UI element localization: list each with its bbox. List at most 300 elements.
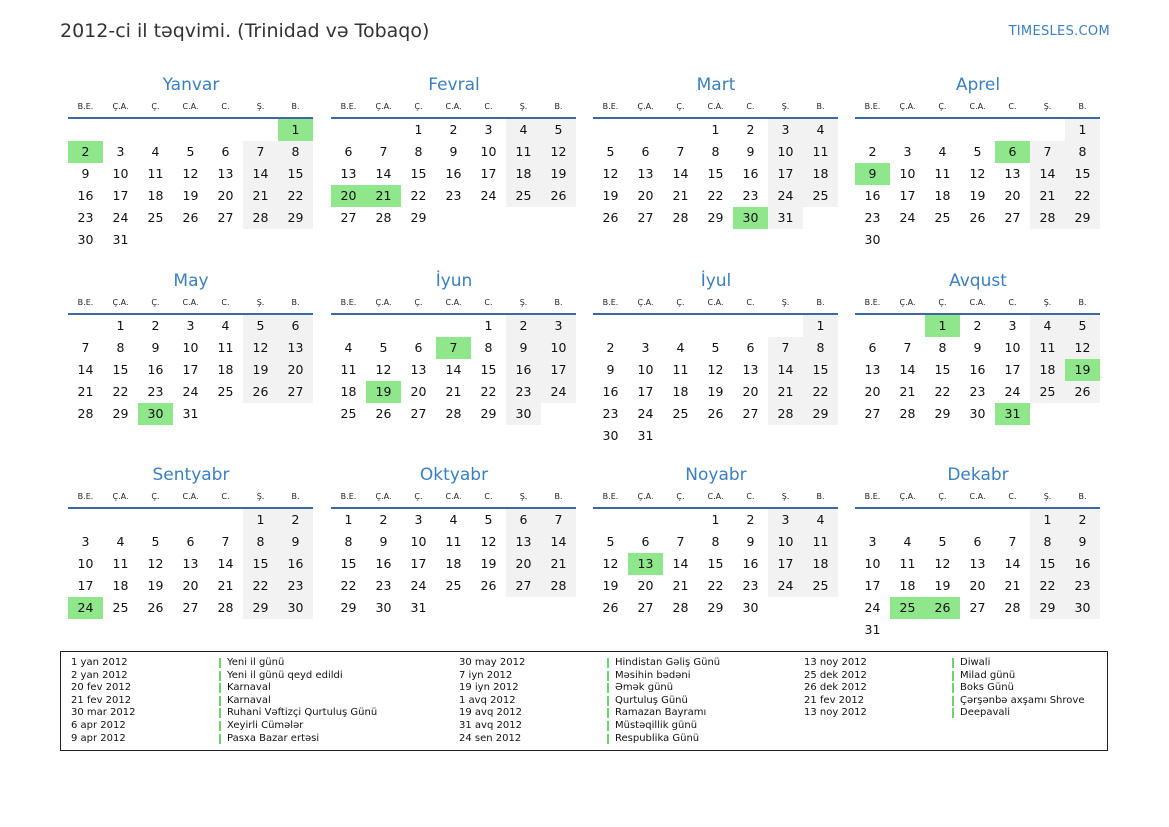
legend-marker	[952, 696, 954, 706]
calendar-day: 7	[221, 534, 230, 549]
legend-date: 21 fev 2012	[804, 694, 865, 706]
calendar-day: 23	[969, 384, 986, 399]
weekday-header: C.	[471, 293, 506, 315]
calendar-day: 18	[445, 556, 462, 571]
weekday-header: Ç.	[401, 97, 436, 119]
legend-row	[71, 695, 377, 708]
calendar-day: 14	[1030, 163, 1065, 185]
weekday-header: Ç.A.	[366, 97, 401, 119]
calendar-day: 17	[410, 556, 427, 571]
weekday-header: B.E.	[68, 293, 103, 315]
calendar-day: 28	[541, 575, 576, 597]
calendar-day: 18	[803, 553, 838, 575]
calendar-day: 30	[602, 428, 619, 443]
calendar-day: 19	[707, 384, 724, 399]
legend-holiday-name: Müstəqillik günü	[615, 719, 698, 731]
empty-cell	[331, 119, 366, 141]
empty-cell	[436, 315, 471, 337]
legend-holiday-name: Çərşənbə axşamı Shrove	[960, 694, 1085, 706]
calendar-day: 28	[899, 406, 916, 421]
calendar-day: 27	[637, 210, 654, 225]
weekday-header: Ş.	[1030, 487, 1065, 509]
calendar-day: 6	[221, 144, 230, 159]
calendar-day: 15	[934, 362, 951, 377]
calendar-day: 3	[81, 534, 90, 549]
calendar-day: 21	[541, 553, 576, 575]
calendar-day: 14	[541, 531, 576, 553]
calendar-day: 22	[278, 185, 313, 207]
month-name: İyun	[435, 271, 473, 291]
empty-cell	[68, 509, 103, 531]
calendar-day: 29	[243, 597, 278, 619]
calendar-day: 12	[480, 534, 497, 549]
calendar-day: 29	[1065, 207, 1100, 229]
calendar-day: 4	[151, 144, 160, 159]
calendar-day: 10	[768, 531, 803, 553]
weekday-header: B.E.	[593, 487, 628, 509]
calendar-day: 5	[711, 340, 720, 355]
weekday-header: C.	[995, 293, 1030, 315]
legend-row	[459, 707, 720, 720]
month-days-grid	[593, 487, 839, 619]
weekday-header: C.A.	[698, 293, 733, 315]
month-11	[593, 463, 839, 619]
calendar-day: 18	[217, 362, 234, 377]
calendar-day: 22	[707, 188, 724, 203]
legend-holiday-name: Hindistan Gəliş Günü	[615, 657, 721, 668]
page-title: 2012-ci il təqvimi. (Trinidad və Tobaqo)	[60, 20, 430, 42]
calendar-day: 20	[217, 188, 234, 203]
calendar-day: 3	[541, 315, 576, 337]
calendar-day: 1	[116, 318, 125, 333]
holiday-day: 26	[925, 597, 960, 619]
calendar-day: 24	[637, 406, 654, 421]
calendar-day: 25	[803, 575, 838, 597]
weekday-header: C.	[471, 97, 506, 119]
calendar-day: 17	[112, 188, 129, 203]
calendar-day: 5	[151, 534, 160, 549]
legend-row	[459, 682, 720, 695]
month-days-grid	[855, 293, 1101, 425]
calendar-day: 16	[375, 556, 392, 571]
calendar-day: 11	[1030, 337, 1065, 359]
calendar-day: 25	[445, 578, 462, 593]
calendar-day: 13	[1004, 166, 1021, 181]
calendar-day: 25	[147, 210, 164, 225]
calendar-day: 27	[1004, 210, 1021, 225]
month-6	[331, 269, 577, 425]
calendar-day: 17	[1004, 362, 1021, 377]
calendar-day: 1	[344, 512, 353, 527]
calendar-day: 18	[672, 384, 689, 399]
calendar-day: 15	[112, 362, 129, 377]
calendar-day: 8	[484, 340, 493, 355]
calendar-day: 19	[969, 188, 986, 203]
calendar-day: 3	[484, 122, 493, 137]
calendar-day: 27	[340, 210, 357, 225]
weekday-header: Ş.	[506, 97, 541, 119]
calendar-day: 8	[116, 340, 125, 355]
calendar-day: 17	[480, 166, 497, 181]
holiday-day: 25	[890, 597, 925, 619]
calendar-day: 24	[768, 185, 803, 207]
calendar-day: 6	[973, 534, 982, 549]
legend-row	[71, 707, 377, 720]
calendar-day: 10	[768, 141, 803, 163]
calendar-day: 3	[1008, 318, 1017, 333]
calendar-day: 6	[868, 340, 877, 355]
calendar-day: 5	[379, 340, 388, 355]
weekday-header: B.	[1065, 487, 1100, 509]
calendar-day: 22	[480, 384, 497, 399]
calendar-day: 3	[868, 534, 877, 549]
legend-date: 31 avq 2012	[459, 719, 522, 731]
calendar-day: 28	[1004, 600, 1021, 615]
weekday-header: Ç.	[663, 293, 698, 315]
weekday-header: C.	[208, 97, 243, 119]
calendar-day: 19	[602, 188, 619, 203]
calendar-day: 6	[414, 340, 423, 355]
calendar-day: 1	[1065, 119, 1100, 141]
calendar-day: 17	[899, 188, 916, 203]
legend-row	[804, 707, 1084, 720]
calendar-day: 11	[899, 556, 916, 571]
legend-marker	[219, 658, 221, 668]
calendar-day: 10	[1004, 340, 1021, 355]
calendar-day: 11	[147, 166, 164, 181]
weekday-header: C.A.	[436, 293, 471, 315]
empty-cell	[68, 315, 103, 337]
calendar-day: 27	[864, 406, 881, 421]
calendar-day: 6	[641, 144, 650, 159]
holiday-day: 20	[331, 185, 366, 207]
calendar-day: 6	[278, 315, 313, 337]
calendar-day: 5	[541, 119, 576, 141]
calendar-day: 29	[803, 403, 838, 425]
month-12	[855, 463, 1101, 641]
month-name: May	[173, 271, 209, 291]
calendar-day: 20	[637, 188, 654, 203]
calendar-day: 8	[1030, 531, 1065, 553]
calendar-day: 18	[147, 188, 164, 203]
legend-marker	[952, 671, 954, 681]
weekday-header: B.	[803, 97, 838, 119]
weekday-header: B.	[1065, 293, 1100, 315]
calendar-day: 2	[379, 512, 388, 527]
calendar-day: 4	[449, 512, 458, 527]
calendar-day: 19	[541, 163, 576, 185]
legend-holiday-name: Deepavali	[960, 707, 1011, 719]
holiday-day: 30	[138, 403, 173, 425]
calendar-day: 17	[864, 578, 881, 593]
month-days-grid	[593, 97, 839, 229]
empty-cell	[173, 119, 208, 141]
empty-cell	[208, 509, 243, 531]
calendar-day: 12	[602, 166, 619, 181]
calendar-day: 15	[1065, 163, 1100, 185]
empty-cell	[103, 119, 138, 141]
holiday-day: 30	[733, 207, 768, 229]
calendar-day: 7	[676, 534, 685, 549]
weekday-header: C.	[208, 293, 243, 315]
calendar-day: 26	[602, 210, 619, 225]
calendar-day: 16	[602, 384, 619, 399]
calendar-day: 15	[803, 359, 838, 381]
calendar-day: 15	[340, 556, 357, 571]
calendar-day: 3	[768, 119, 803, 141]
legend-date: 19 avq 2012	[459, 707, 522, 719]
calendar-day: 7	[768, 337, 803, 359]
calendar-day: 12	[934, 556, 951, 571]
calendar-day: 22	[803, 381, 838, 403]
calendar-day: 2	[746, 512, 755, 527]
calendar-day: 31	[637, 428, 654, 443]
empty-cell	[855, 509, 890, 531]
calendar-day: 21	[899, 384, 916, 399]
legend-holiday-name: Ruhani Vəftizçi Qurtuluş Günü	[227, 707, 378, 719]
empty-cell	[960, 509, 995, 531]
weekday-header: Ç.A.	[890, 293, 925, 315]
weekday-header: Ç.	[138, 487, 173, 509]
weekday-header: Ç.	[663, 97, 698, 119]
weekday-header: C.	[733, 487, 768, 509]
legend-date: 30 mar 2012	[71, 707, 136, 719]
calendar-day: 14	[217, 556, 234, 571]
calendar-day: 9	[746, 534, 755, 549]
calendar-day: 20	[637, 578, 654, 593]
calendar-day: 28	[77, 406, 94, 421]
holiday-day: 21	[366, 185, 401, 207]
calendar-day: 26	[182, 210, 199, 225]
calendar-day: 1	[1030, 509, 1065, 531]
empty-cell	[768, 315, 803, 337]
calendar-day: 12	[969, 166, 986, 181]
weekday-header: Ş.	[768, 293, 803, 315]
weekday-header: Ç.A.	[103, 293, 138, 315]
calendar-day: 11	[803, 531, 838, 553]
calendar-day: 9	[81, 166, 90, 181]
calendar-day: 11	[672, 362, 689, 377]
weekday-header: B.	[541, 97, 576, 119]
weekday-header: Ş.	[243, 487, 278, 509]
empty-cell	[628, 509, 663, 531]
calendar-day: 8	[803, 337, 838, 359]
month-7	[593, 269, 839, 447]
empty-cell	[663, 509, 698, 531]
empty-cell	[243, 119, 278, 141]
calendar-day: 17	[768, 553, 803, 575]
weekday-header: Ç.	[925, 97, 960, 119]
calendar-day: 19	[934, 578, 951, 593]
calendar-day: 5	[1065, 315, 1100, 337]
weekday-header: C.	[733, 293, 768, 315]
empty-cell	[593, 119, 628, 141]
legend-date: 30 may 2012	[459, 657, 526, 668]
legend-marker	[607, 696, 609, 706]
weekday-header: C.A.	[698, 487, 733, 509]
month-2	[331, 73, 577, 229]
weekday-header: C.	[471, 487, 506, 509]
month-name: Noyabr	[685, 465, 747, 485]
weekday-header: Ç.	[138, 293, 173, 315]
holiday-day: 2	[68, 141, 103, 163]
calendar-day: 4	[221, 318, 230, 333]
calendar-day: 30	[969, 406, 986, 421]
calendar-day: 13	[340, 166, 357, 181]
calendar-day: 14	[672, 166, 689, 181]
calendar-day: 30	[864, 232, 881, 247]
calendar-day: 23	[147, 384, 164, 399]
calendar-day: 24	[410, 578, 427, 593]
calendar-day: 11	[217, 340, 234, 355]
month-8	[855, 269, 1101, 425]
legend-marker	[219, 683, 221, 693]
legend-holiday-name: Əmək günü	[615, 682, 674, 694]
weekday-header: C.A.	[960, 293, 995, 315]
calendar-day: 9	[278, 531, 313, 553]
brand-link[interactable]: TIMESLES.COM	[1008, 24, 1110, 39]
calendar-day: 10	[182, 340, 199, 355]
calendar-day: 10	[541, 337, 576, 359]
calendar-day: 26	[707, 406, 724, 421]
legend-row	[459, 657, 720, 670]
calendar-day: 16	[742, 166, 759, 181]
weekday-header: Ç.A.	[103, 97, 138, 119]
calendar-day: 2	[506, 315, 541, 337]
calendar-day: 11	[445, 534, 462, 549]
calendar-day: 31	[768, 207, 803, 229]
legend-holiday-name: Karnaval	[227, 694, 271, 706]
empty-cell	[995, 119, 1030, 141]
empty-cell	[733, 315, 768, 337]
calendar-day: 16	[278, 553, 313, 575]
calendar-day: 28	[1030, 207, 1065, 229]
holiday-day: 31	[995, 403, 1030, 425]
weekday-header: C.	[733, 97, 768, 119]
calendar-day: 14	[672, 556, 689, 571]
calendar-day: 30	[1065, 597, 1100, 619]
calendar-day: 20	[506, 553, 541, 575]
calendar-day: 9	[746, 144, 755, 159]
calendar-day: 23	[742, 578, 759, 593]
holiday-legend	[60, 651, 1108, 751]
calendar-day: 28	[217, 600, 234, 615]
calendar-day: 20	[278, 359, 313, 381]
calendar-day: 20	[1004, 188, 1021, 203]
calendar-day: 7	[903, 340, 912, 355]
calendar-day: 2	[449, 122, 458, 137]
calendar-day: 17	[77, 578, 94, 593]
calendar-day: 27	[506, 575, 541, 597]
month-name: Oktyabr	[419, 465, 489, 485]
calendar-day: 25	[340, 406, 357, 421]
legend-date: 9 apr 2012	[71, 732, 126, 744]
calendar-day: 21	[768, 381, 803, 403]
calendar-day: 6	[641, 534, 650, 549]
calendar-day: 7	[1008, 534, 1017, 549]
legend-marker	[607, 721, 609, 731]
calendar-day: 5	[606, 144, 615, 159]
calendar-day: 4	[903, 534, 912, 549]
calendar-day: 20	[182, 578, 199, 593]
month-4	[855, 73, 1101, 251]
weekday-header: B.E.	[331, 97, 366, 119]
calendar-day: 19	[243, 359, 278, 381]
month-name: Fevral	[428, 75, 480, 95]
weekday-header: B.	[803, 487, 838, 509]
empty-cell	[138, 119, 173, 141]
calendar-day: 11	[340, 362, 357, 377]
legend-holiday-name: Milad günü	[960, 669, 1016, 681]
calendar-day: 3	[641, 340, 650, 355]
calendar-day: 6	[506, 509, 541, 531]
weekday-header: C.A.	[173, 487, 208, 509]
weekday-header: Ç.	[138, 97, 173, 119]
weekday-header: Ş.	[768, 487, 803, 509]
weekday-header: C.A.	[698, 97, 733, 119]
calendar-day: 22	[934, 384, 951, 399]
calendar-day: 9	[973, 340, 982, 355]
calendar-day: 27	[182, 600, 199, 615]
month-days-grid	[331, 97, 577, 229]
calendar-day: 23	[445, 188, 462, 203]
weekday-header: B.	[803, 293, 838, 315]
calendar-day: 23	[864, 210, 881, 225]
calendar-day: 3	[903, 144, 912, 159]
calendar-day: 16	[969, 362, 986, 377]
weekday-header: Ç.	[925, 487, 960, 509]
legend-row	[459, 670, 720, 683]
calendar-day: 21	[217, 578, 234, 593]
calendar-day: 14	[1004, 556, 1021, 571]
weekday-header: B.E.	[331, 487, 366, 509]
weekday-header: Ç.A.	[366, 487, 401, 509]
month-name: Dekabr	[947, 465, 1009, 485]
weekday-header: B.E.	[593, 97, 628, 119]
calendar-day: 12	[182, 166, 199, 181]
calendar-day: 29	[707, 210, 724, 225]
calendar-day: 13	[506, 531, 541, 553]
legend-marker	[952, 708, 954, 718]
calendar-day: 21	[672, 188, 689, 203]
calendar-day: 5	[484, 512, 493, 527]
calendar-day: 3	[768, 509, 803, 531]
calendar-day: 25	[934, 210, 951, 225]
calendar-day: 12	[1065, 337, 1100, 359]
weekday-header: B.E.	[855, 293, 890, 315]
calendar-day: 10	[77, 556, 94, 571]
calendar-day: 17	[182, 362, 199, 377]
calendar-day: 25	[217, 384, 234, 399]
calendar-day: 1	[414, 122, 423, 137]
calendar-day: 31	[112, 232, 129, 247]
legend-date: 2 yan 2012	[71, 669, 128, 681]
calendar-day: 23	[278, 575, 313, 597]
calendar-day: 28	[243, 207, 278, 229]
calendar-day: 31	[410, 600, 427, 615]
holiday-day: 19	[1065, 359, 1100, 381]
calendar-day: 27	[742, 406, 759, 421]
holiday-day: 24	[68, 597, 103, 619]
calendar-day: 2	[868, 144, 877, 159]
calendar-day: 28	[445, 406, 462, 421]
weekday-header: Ç.	[925, 293, 960, 315]
calendar-day: 11	[803, 141, 838, 163]
weekday-header: Ç.A.	[890, 97, 925, 119]
legend-date: 1 avq 2012	[459, 694, 516, 706]
calendar-day: 14	[768, 359, 803, 381]
holiday-day: 19	[366, 381, 401, 403]
